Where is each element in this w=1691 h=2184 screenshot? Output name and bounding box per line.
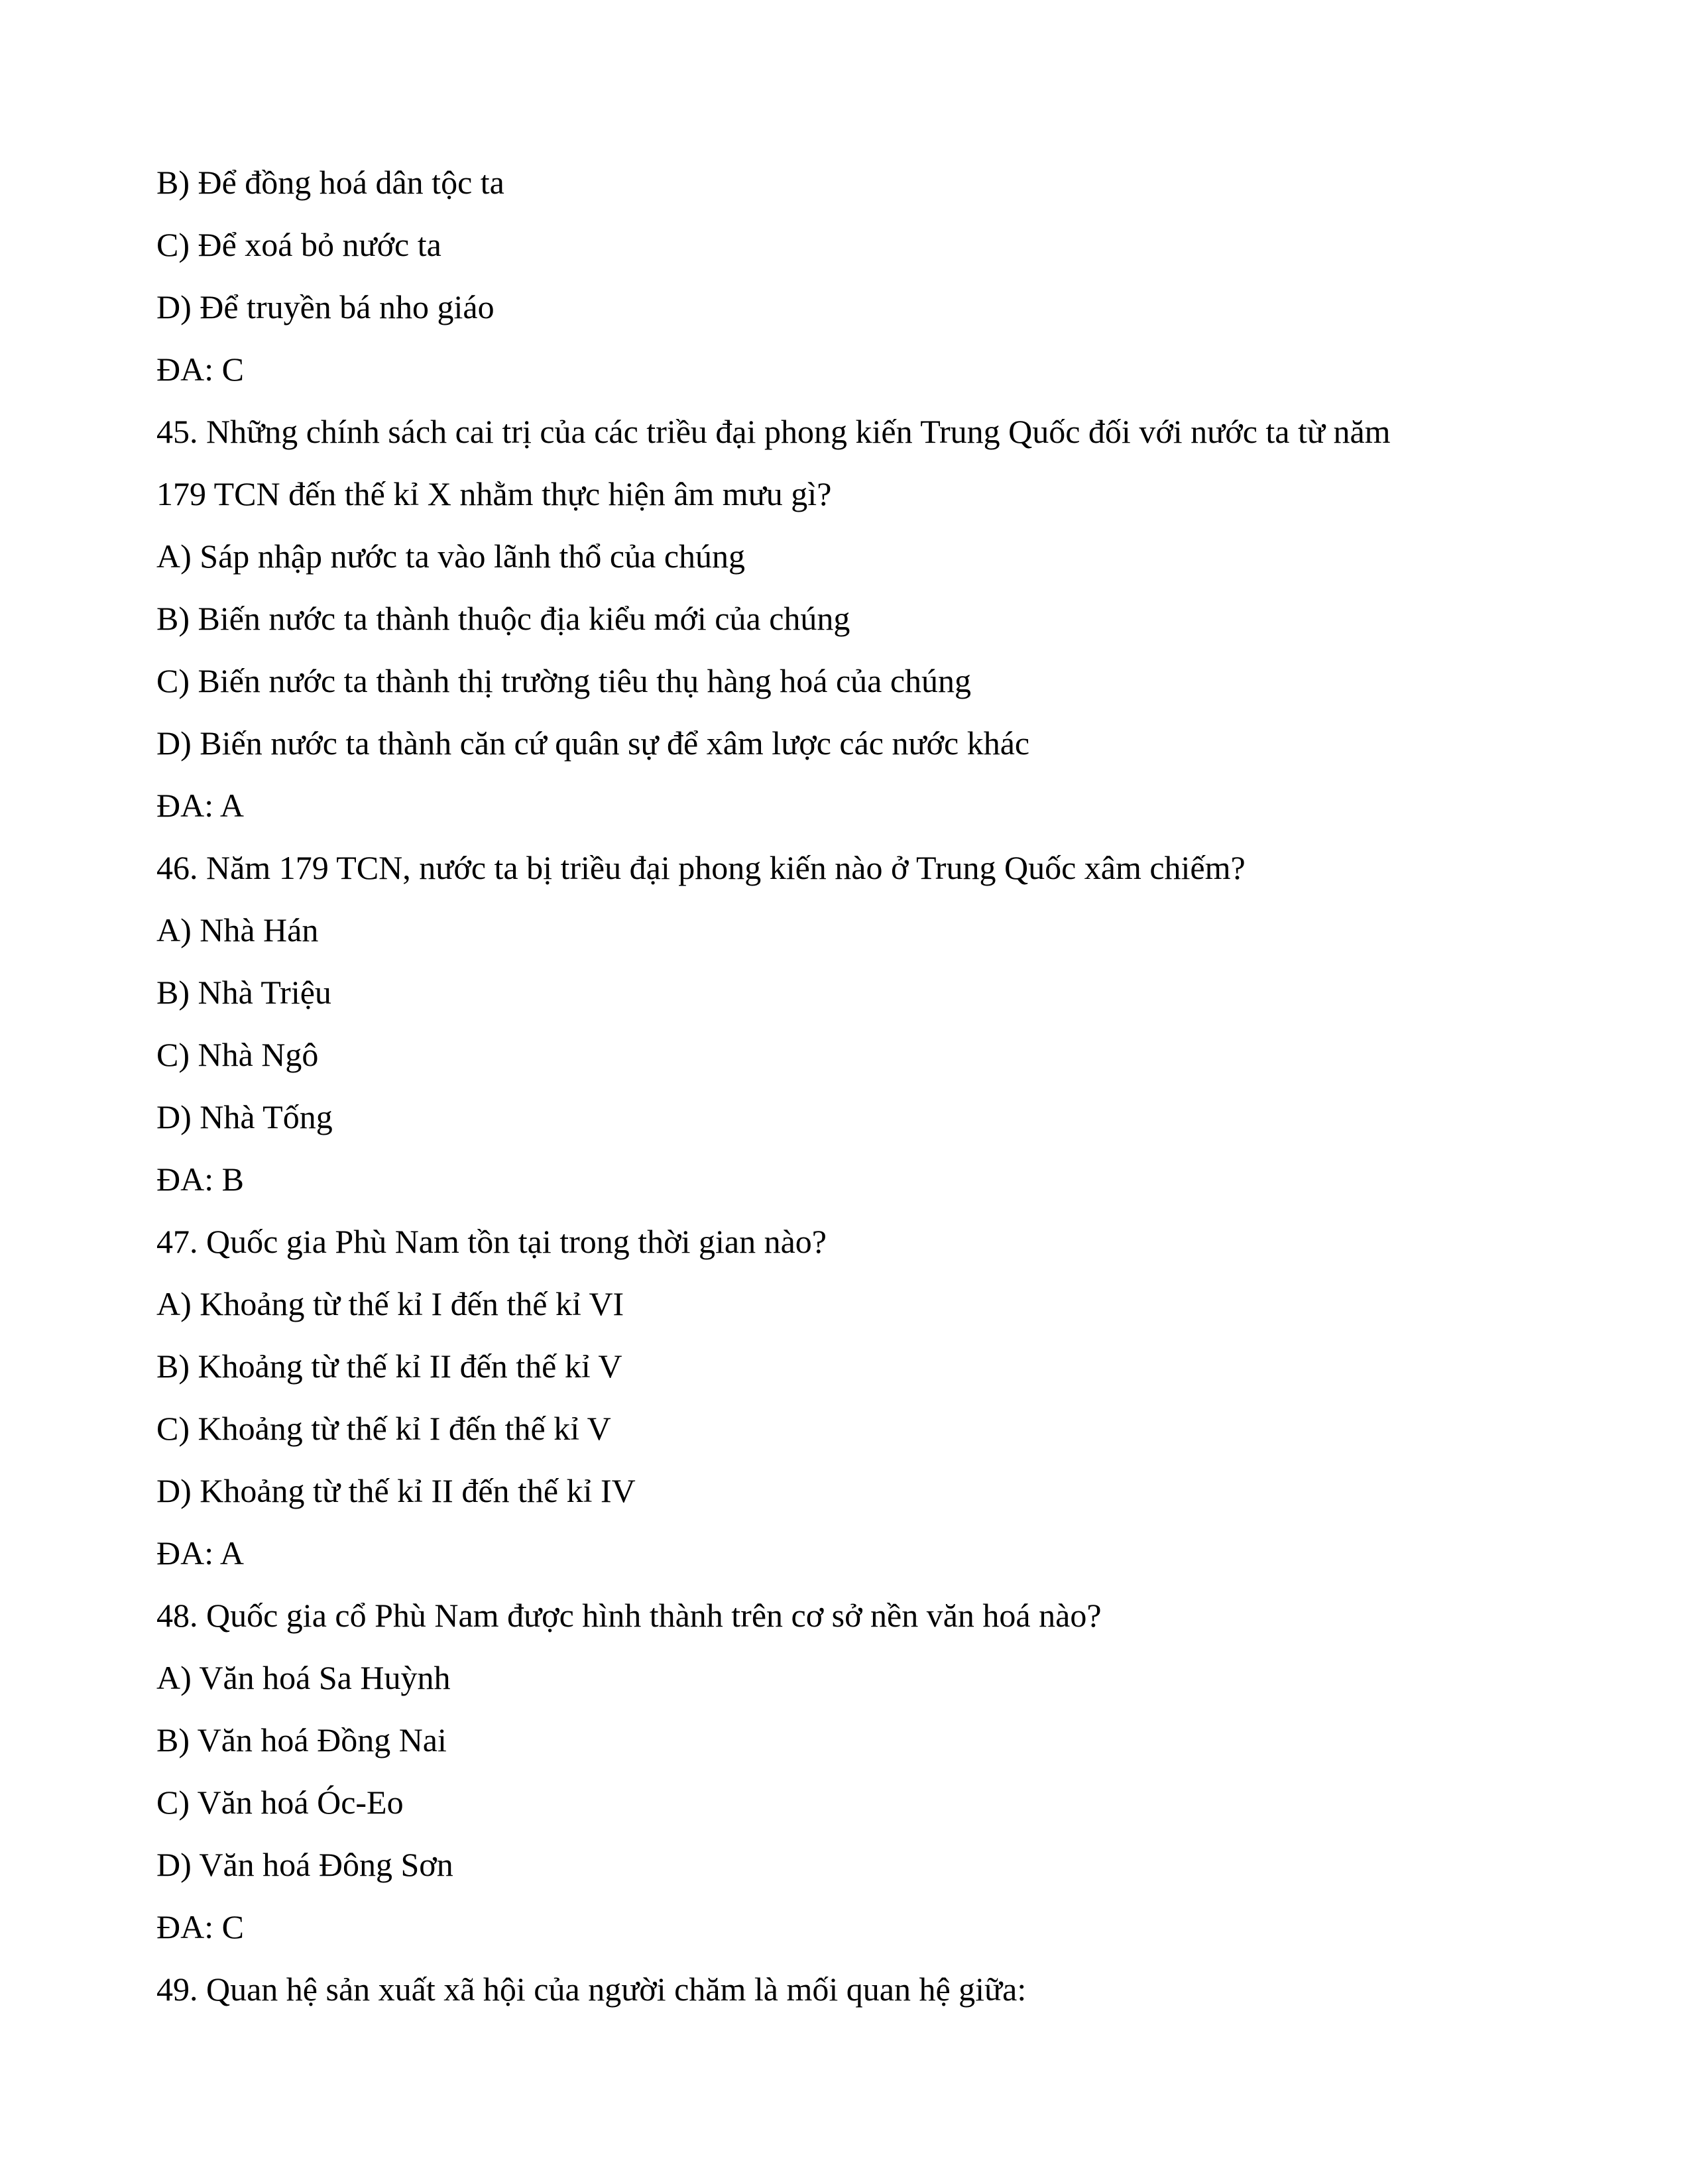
question-49: 49. Quan hệ sản xuất xã hội của người chăm là mối quan hệ giữa:: [156, 1971, 1027, 2008]
question-45-option-b: B) Biến nước ta thành thuộc địa kiểu mới của chúng: [156, 600, 850, 637]
question-46-answer: ĐA: B: [156, 1161, 244, 1198]
document-body: [156, 151, 1535, 2020]
question-46-option-b: B) Nhà Triệu: [156, 974, 331, 1011]
question-47-answer: ĐA: A: [156, 1534, 244, 1572]
question-48-option-a: A) Văn hoá Sa Huỳnh: [156, 1659, 451, 1696]
question-48-option-c: C) Văn hoá Óc-Eo: [156, 1784, 404, 1821]
option-d-line: D) Để truyền bá nho giáo: [156, 288, 495, 325]
question-48-option-b: B) Văn hoá Đồng Nai: [156, 1721, 447, 1758]
question-47-option-a: A) Khoảng từ thế kỉ I đến thế kỉ VI: [156, 1285, 624, 1322]
question-45-line-1: 45. Những chính sách cai trị của các triều đại phong kiến Trung Quốc đối với nước ta từ năm: [156, 413, 1391, 450]
question-48-answer: ĐA: C: [156, 1908, 244, 1945]
question-46: 46. Năm 179 TCN, nước ta bị triều đại phong kiến nào ở Trung Quốc xâm chiếm?: [156, 849, 1246, 886]
answer-line: ĐA: C: [156, 351, 244, 388]
question-48-option-d: D) Văn hoá Đông Sơn: [156, 1846, 453, 1883]
question-47-option-b: B) Khoảng từ thế kỉ II đến thế kỉ V: [156, 1348, 622, 1385]
question-47-option-d: D) Khoảng từ thế kỉ II đến thế kỉ IV: [156, 1472, 636, 1509]
question-48: 48. Quốc gia cổ Phù Nam được hình thành trên cơ sở nền văn hoá nào?: [156, 1597, 1102, 1634]
question-46-option-c: C) Nhà Ngô: [156, 1036, 319, 1073]
question-45-line-2: 179 TCN đến thế kỉ X nhằm thực hiện âm mưu gì?: [156, 475, 832, 512]
option-b-line: B) Để đồng hoá dân tộc ta: [156, 164, 504, 201]
question-46-option-a: A) Nhà Hán: [156, 911, 319, 948]
question-47: 47. Quốc gia Phù Nam tồn tại trong thời gian nào?: [156, 1223, 827, 1260]
question-45-answer: ĐA: A: [156, 787, 244, 824]
question-45-option-d: D) Biến nước ta thành căn cứ quân sự để xâm lược các nước khác: [156, 724, 1030, 762]
question-45-option-c: C) Biến nước ta thành thị trường tiêu thụ hàng hoá của chúng: [156, 662, 972, 699]
option-c-line: C) Để xoá bỏ nước ta: [156, 226, 441, 263]
question-47-option-c: C) Khoảng từ thế kỉ I đến thế kỉ V: [156, 1410, 611, 1447]
question-46-option-d: D) Nhà Tống: [156, 1098, 333, 1135]
question-45-option-a: A) Sáp nhập nước ta vào lãnh thổ của chúng: [156, 538, 746, 575]
